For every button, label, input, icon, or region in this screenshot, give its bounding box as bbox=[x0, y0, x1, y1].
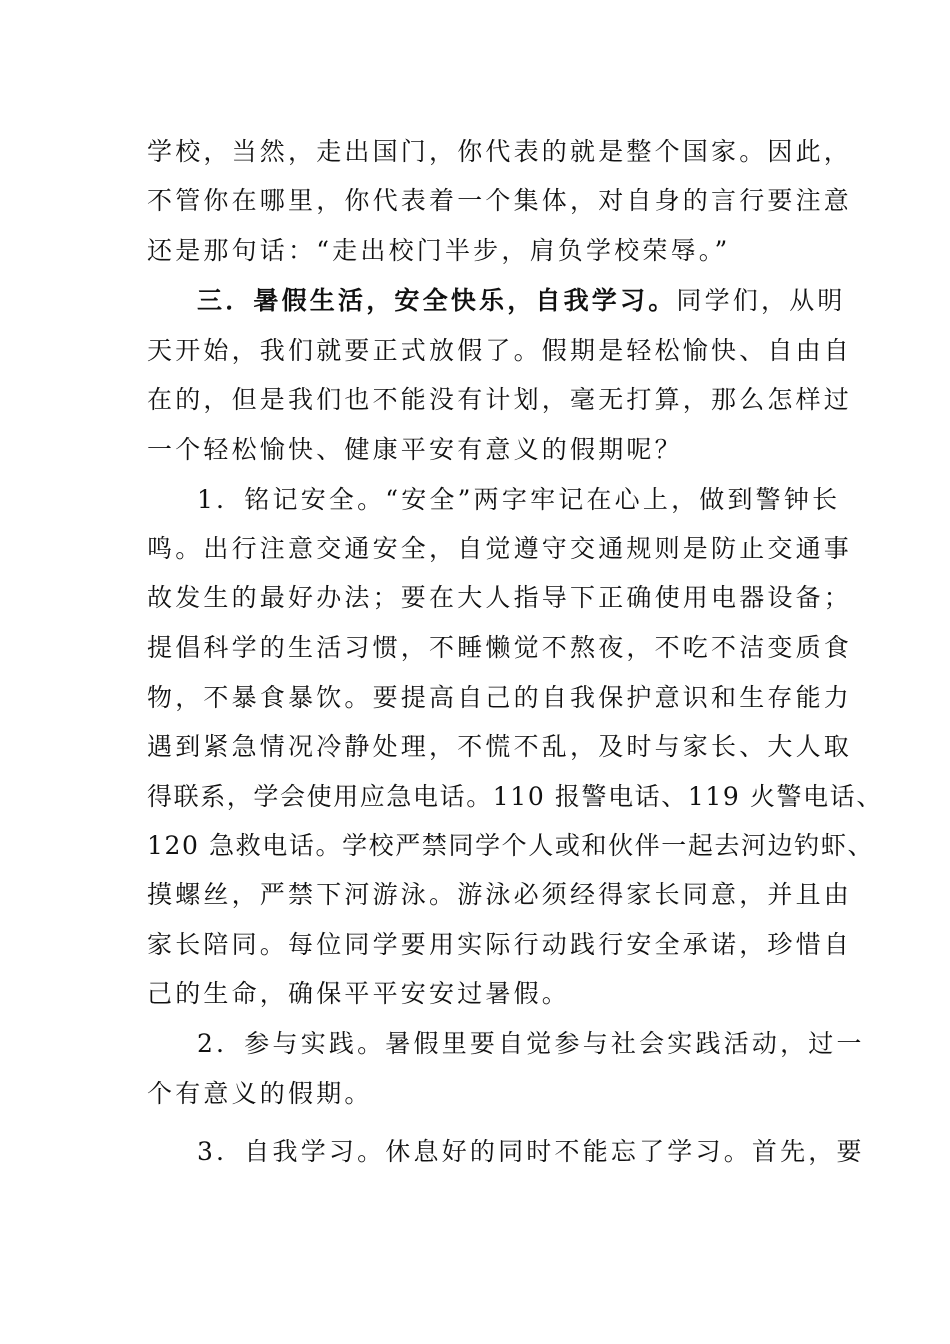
section-heading-line bbox=[197, 279, 897, 323]
section-heading: 三．暑假生活，安全快乐，自我学习。 bbox=[197, 286, 677, 315]
text-line: 己的生命，确保平平安安过暑假。 bbox=[147, 979, 571, 1008]
text-line: 2．参与实践。暑假里要自觉参与社会实践活动，过一 bbox=[197, 1029, 865, 1058]
text-line: 120 急救电话。学校严禁同学个人或和伙伴一起去河边钓虾、 bbox=[147, 831, 875, 860]
text-line: 1．铭记安全。“安全”两字牢记在心上，做到警钟长 bbox=[197, 485, 841, 514]
text-line: 天开始，我们就要正式放假了。假期是轻松愉快、自由自 bbox=[147, 336, 853, 365]
text-line: 在的，但是我们也不能没有计划，毫无打算，那么怎样过 bbox=[147, 385, 853, 414]
text-line: 遇到紧急情况冷静处理，不慌不乱，及时与家长、大人取 bbox=[147, 732, 853, 761]
text-line: 提倡科学的生活习惯，不睡懒觉不熬夜，不吃不洁变质食 bbox=[147, 633, 853, 662]
text-line: 个有意义的假期。 bbox=[147, 1079, 373, 1108]
text-line: 不管你在哪里，你代表着一个集体，对自身的言行要注意 bbox=[147, 186, 853, 215]
text-line: 物，不暴食暴饮。要提高自己的自我保护意识和生存能力 bbox=[147, 683, 853, 712]
text-line: 鸣。出行注意交通安全，自觉遵守交通规则是防止交通事 bbox=[147, 534, 853, 563]
text-line: 学校，当然，走出国门，你代表的就是整个国家。因此， bbox=[147, 137, 853, 166]
text-line: 摸螺丝，严禁下河游泳。游泳必须经得家长同意，并且由 bbox=[147, 880, 853, 909]
text-line: 故发生的最好办法；要在大人指导下正确使用电器设备； bbox=[147, 583, 853, 612]
text-line: 还是那句话：“走出校门半步，肩负学校荣辱。” bbox=[147, 236, 731, 265]
text-line: 一个轻松愉快、健康平安有意义的假期呢？ bbox=[147, 435, 683, 464]
text-line: 家长陪同。每位同学要用实际行动践行安全承诺，珍惜自 bbox=[147, 930, 853, 959]
text-line: 3．自我学习。休息好的同时不能忘了学习。首先，要 bbox=[197, 1137, 865, 1166]
text-line: 得联系，学会使用应急电话。110 报警电话、119 火警电话、 bbox=[147, 782, 883, 811]
text-line: 同学们，从明 bbox=[676, 286, 846, 315]
